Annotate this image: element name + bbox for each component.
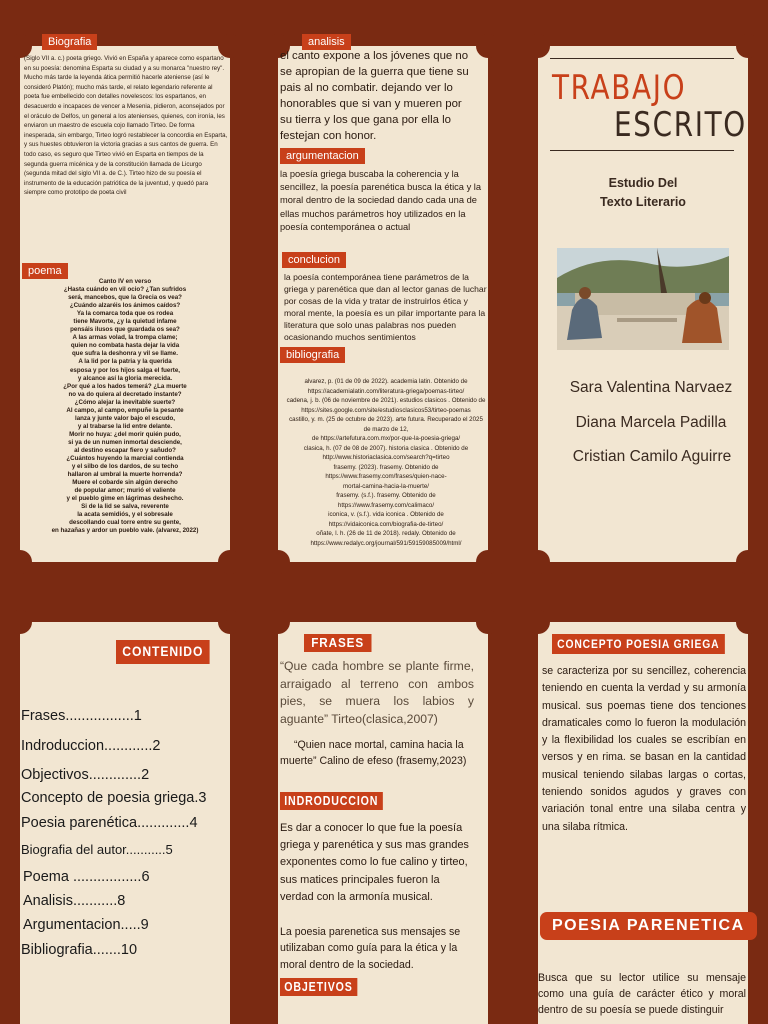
objetivos-tag: OBJETIVOS [280,978,357,996]
poema-line: ¿Por qué a los hados temerá? ¿La muerte [63,382,187,390]
poema-line: la acata semidiós, y el sobresale [77,511,173,519]
author-1: Sara Valentina Narvaez [569,379,733,396]
bibliografia-entry: http://www.historiaclasica.com/search?q=tirteo [322,454,450,461]
bibliografia-entry: iconica, v. (s.f.). vida iconica . Obtenido de [328,511,444,518]
toc-entry: Biografia del autor...........5 [21,842,173,857]
toc-entry: Analisis...........8 [23,893,126,909]
bibliografia-text [286,377,486,548]
bibliografia-entry: mortal-camina-hacia-la-muerte/ [343,482,429,490]
poema-line: quien no combata hasta dejar la vida [70,342,180,350]
subtitle: Estudio Del Texto Literario [600,176,686,209]
poema-line: ¿Cuántos huyendo la marcial contienda [66,455,184,463]
biografia-text: (Siglo VII a. c.) poeta griego. Vivió en España y aparece como espartano en su poesía: denomina Esparta su ciudad y a su monarca "nuestro rey". Mucho más tarde la leyenda ática permitió hacerle ateniense (así le consideró Platón); mucho más tarde, el relato legendario referente al poeta fue embellecido con detalles novelescos: los espartanos, en desacuerdo e incapaces de vencer a Mesenia, pidieron, aconsejados por el oráculo de Delfos, un general a los atenienses, quienes, con ironía, les enviaron un maestro de escuela cojo llamado Tirteo. De forma inesperada, sin embargo, Tirteo logró restablecer la concordia en Esparta, y sus huestes obtuvieron la victoria gracias a sus cantos de guerra. En todo caso, es seguro que Tirteo vivió en Esparta en tiempos de la segunda guerra micénica y de la constitución llamada de Licurgo (segunda mitad del siglo VII a. de C.). Tirteo hizo de su poesía el instrumento de la educación patriótica de la juventud, y quedó para siempre como prototipo de poeta civil [24,55,228,197]
toc-entry: Indroduccion............2 [21,738,161,754]
poema-line: esposa y por los hijos salga el fuerte, [69,366,181,374]
toc-entry: Bibliografia.......10 [21,942,138,958]
frases-tag: FRASES [304,634,371,652]
conclusion-text: la poesía contemporánea tiene parámetros de la griega y parenética que dan al lector ganas de luchar por cosas de la vida y tratar de instruirlos ética y moral mente, la poesía es un pilar importante para la literatura que solo unas palabras nos pueden ocasionando muchos sentimientos [284,272,487,342]
parenetica-text: Busca que su lector utilice su mensaje como una guía de carácter ético y moral dentro de su poesía se puede distinguir [538,972,746,1016]
panel-biografia-poema [20,36,230,562]
bibliografia-entry: castillo, y. m. (25 de octubre de 2023). arte futura. Recuperado el 2025 de marzo de 12, [289,416,483,433]
bottom-rule [550,150,734,151]
biografia-tag: Biografia [42,34,97,50]
bibliografia-entry: clasica, h. (07 de 08 de 2007). historia clasica . Obtenido de [303,444,469,452]
poema-line: de popular amor; murió el valiente [74,487,176,495]
bibliografia-entry: https://vidaiconica.com/biografia-de-tirteo/ [328,520,444,528]
title-line1: TRABAJO [552,68,687,108]
toc-entry: Poema .................6 [23,869,150,885]
bibliografia-entry: de https://artefutura.com.mx/por-que-la-poesia-griega/ [311,435,461,442]
panel-contenido [20,622,230,1024]
toc-entry: Concepto de poesia griega.3 [21,790,207,806]
poema-line: en hazañas y ardor un pueblo vale. (alvarez, 2022) [51,527,199,535]
poema-line: Morir no huya: ¿del morir quién pudo, [69,430,181,438]
toc-entry: Objectivos.............2 [21,767,150,783]
poema-line: Ya la comarca toda que os rodea [76,310,174,318]
panel-analisis [278,36,488,562]
author-2: Diana Marcela Padilla [575,414,727,431]
toc-entry: Argumentacion.....9 [23,917,149,933]
bibliografia-entry: https://sites.google.com/site/estudiosclasicos53/tirteo-poemas [301,406,471,414]
poema-line: Si de la lid se salva, reverente [81,503,169,511]
bibliografia-entry: frasemy. (2023). frasemy. Obtenido de [333,463,439,471]
poema-line: y el pueblo gime en lágrimas deshecho. [66,495,184,503]
poema-line: y el silbo de los dardos, de su techo [71,463,179,471]
bibliografia-entry: https://academialatin.com/literatura-griega/poemas-tirteo/ [307,387,465,395]
poema-line: A las armas volad, la trompa clame; [72,334,178,342]
poema-line: ¿Cómo alejar la inevitable suerte? [74,398,176,406]
top-rule [550,58,734,59]
poema-line: y al trabarse la lid entre delante. [77,422,173,430]
poema-line: ¿Cuándo alzaréis los ánimos caídos? [69,302,181,310]
argumentacion-text: la poesía griega buscaba la coherencia y la sencillez, la poesía parenética busca la ética y la moral dentro de la sociedad dando cada una de ellas muchos parámetros hoy utilizados en la poesía contemporánea o actual [280,169,482,232]
conclusion-tag: conclucion [282,252,346,268]
bibliografia-entry: alvarez, p. (01 de 09 de 2022). academia latin. Obtenido de [304,378,468,385]
panel-portada [538,46,748,562]
poema-line: ¿Hasta cuándo en vil ocio? ¿Tan sufridos [63,286,187,294]
cover-painting [557,248,729,350]
poema-line: no va do quiera al decretado instante? [68,390,182,398]
bibliografia-entry: cadena, j. b. (06 de noviembre de 2021). estudios clasicos . Obtenido de [286,397,486,404]
argumentacion-tag: argumentacion [280,148,365,164]
poema-text [24,278,226,536]
poema-line: Al campo, al campo, empuñe la pesante [66,406,184,414]
poema-line: al destino escapar fiero y sañudo? [74,446,176,454]
poema-line: Muere el cobarde sin algún derecho [72,479,178,487]
poema-line: A la lid por la patria y la querida [78,358,172,366]
analisis-tag: analisis [302,34,351,50]
poema-line: pensáis ilusos que guardada os sea? [70,326,180,334]
poema-line: que sufra la deshonra y vil se llame. [72,350,178,358]
toc-entry: Frases.................1 [21,708,142,724]
poema-line: si ya de un numen inmortal desciende, [68,438,182,446]
parenetica-tag: POESIA PARENETICA [540,912,757,940]
concepto-text: se caracteriza por su sencillez, coherencia teniendo en cuenta la verdad y su armonía musical. sus poemas tiene dos tenciones dramaticales como lo fueron la modulación y la flexibilidad los cuales se escribían en versos y en rima. se basan en la cantidad musical teniendo silabas largas o cortas, teniendo sonidos agudos y graves con variación tonal entre una silaba centra y una silaba rítmica. [542,665,746,833]
introduccion-tag: INDRODUCCION [280,792,383,810]
bibliografia-entry: https://www.redalyc.org/journal/591/59159085009/html/ [310,539,462,547]
poema-line: descollando cual torre entre su gente, [69,519,181,527]
bibliografia-tag: bibliografia [280,347,345,363]
poema-line: será, mancebos, que la Grecia os vea? [68,294,182,302]
toc-entry: Poesia parenética.............4 [21,815,198,831]
bibliografia-entry: frasemy. (s.f.). frasemy. Obtenido de [336,492,436,499]
title-line2: ESCRITO [614,105,747,145]
poema-line: Canto IV en verso [98,278,152,285]
poema-line: tiene Mavorte, ¿y la quietud infame [73,318,177,326]
poema-tag: poema [22,263,68,279]
panel-frases [278,622,488,1024]
bibliografia-entry: https://www.frasemy.com/calimaco/ [337,501,435,509]
poema-line: y alcance así la gloria merecida. [77,374,173,382]
analisis-text: el canto expone a los jóvenes que no se apropian de la guerra que tiene su pais al no combatir. dejando ver lo honorables que si van y mueren por su tierra y los que gana por ella lo festejan con honor. [280,50,469,142]
introduccion-text-1: Es dar a conocer lo que fue la poesía griega y parenética y sus mas grandes exponentes como lo fue calino y tirteo, sus matices principales fueron la verdad con la armonía musical. [280,822,469,903]
introduccion-text-2: La poesia parenetica sus mensajes se utilizaban como guía para la ética y la moral dentro de la sociedad. [280,926,461,971]
frase-1: “Que cada hombre se plante firme, arraigado al terreno con ambos pies, se muera los labios y aguante” Tirteo(clasica,2007) [280,659,474,726]
author-3: Cristian Camilo Aguirre [572,448,732,465]
bibliografia-entry: https://www.frasemy.com/frases/quien-nace- [325,473,447,480]
bibliografia-entry: oñate, l. h. (26 de 11 de 2018). redaly. Obtenido de [316,530,456,537]
frase-2: “Quien nace mortal, camina hacia la muerte” Calino de efeso (frasemy,2023) [280,739,467,767]
poema-line: lanza y junte valor bajo el escudo, [74,414,176,422]
poema-line: hallaron al umbral la muerte horrenda? [67,471,183,479]
concepto-tag: CONCEPTO POESIA GRIEGA [552,634,725,654]
contenido-tag: CONTENIDO [116,640,210,664]
panel-concepto [538,622,748,1024]
